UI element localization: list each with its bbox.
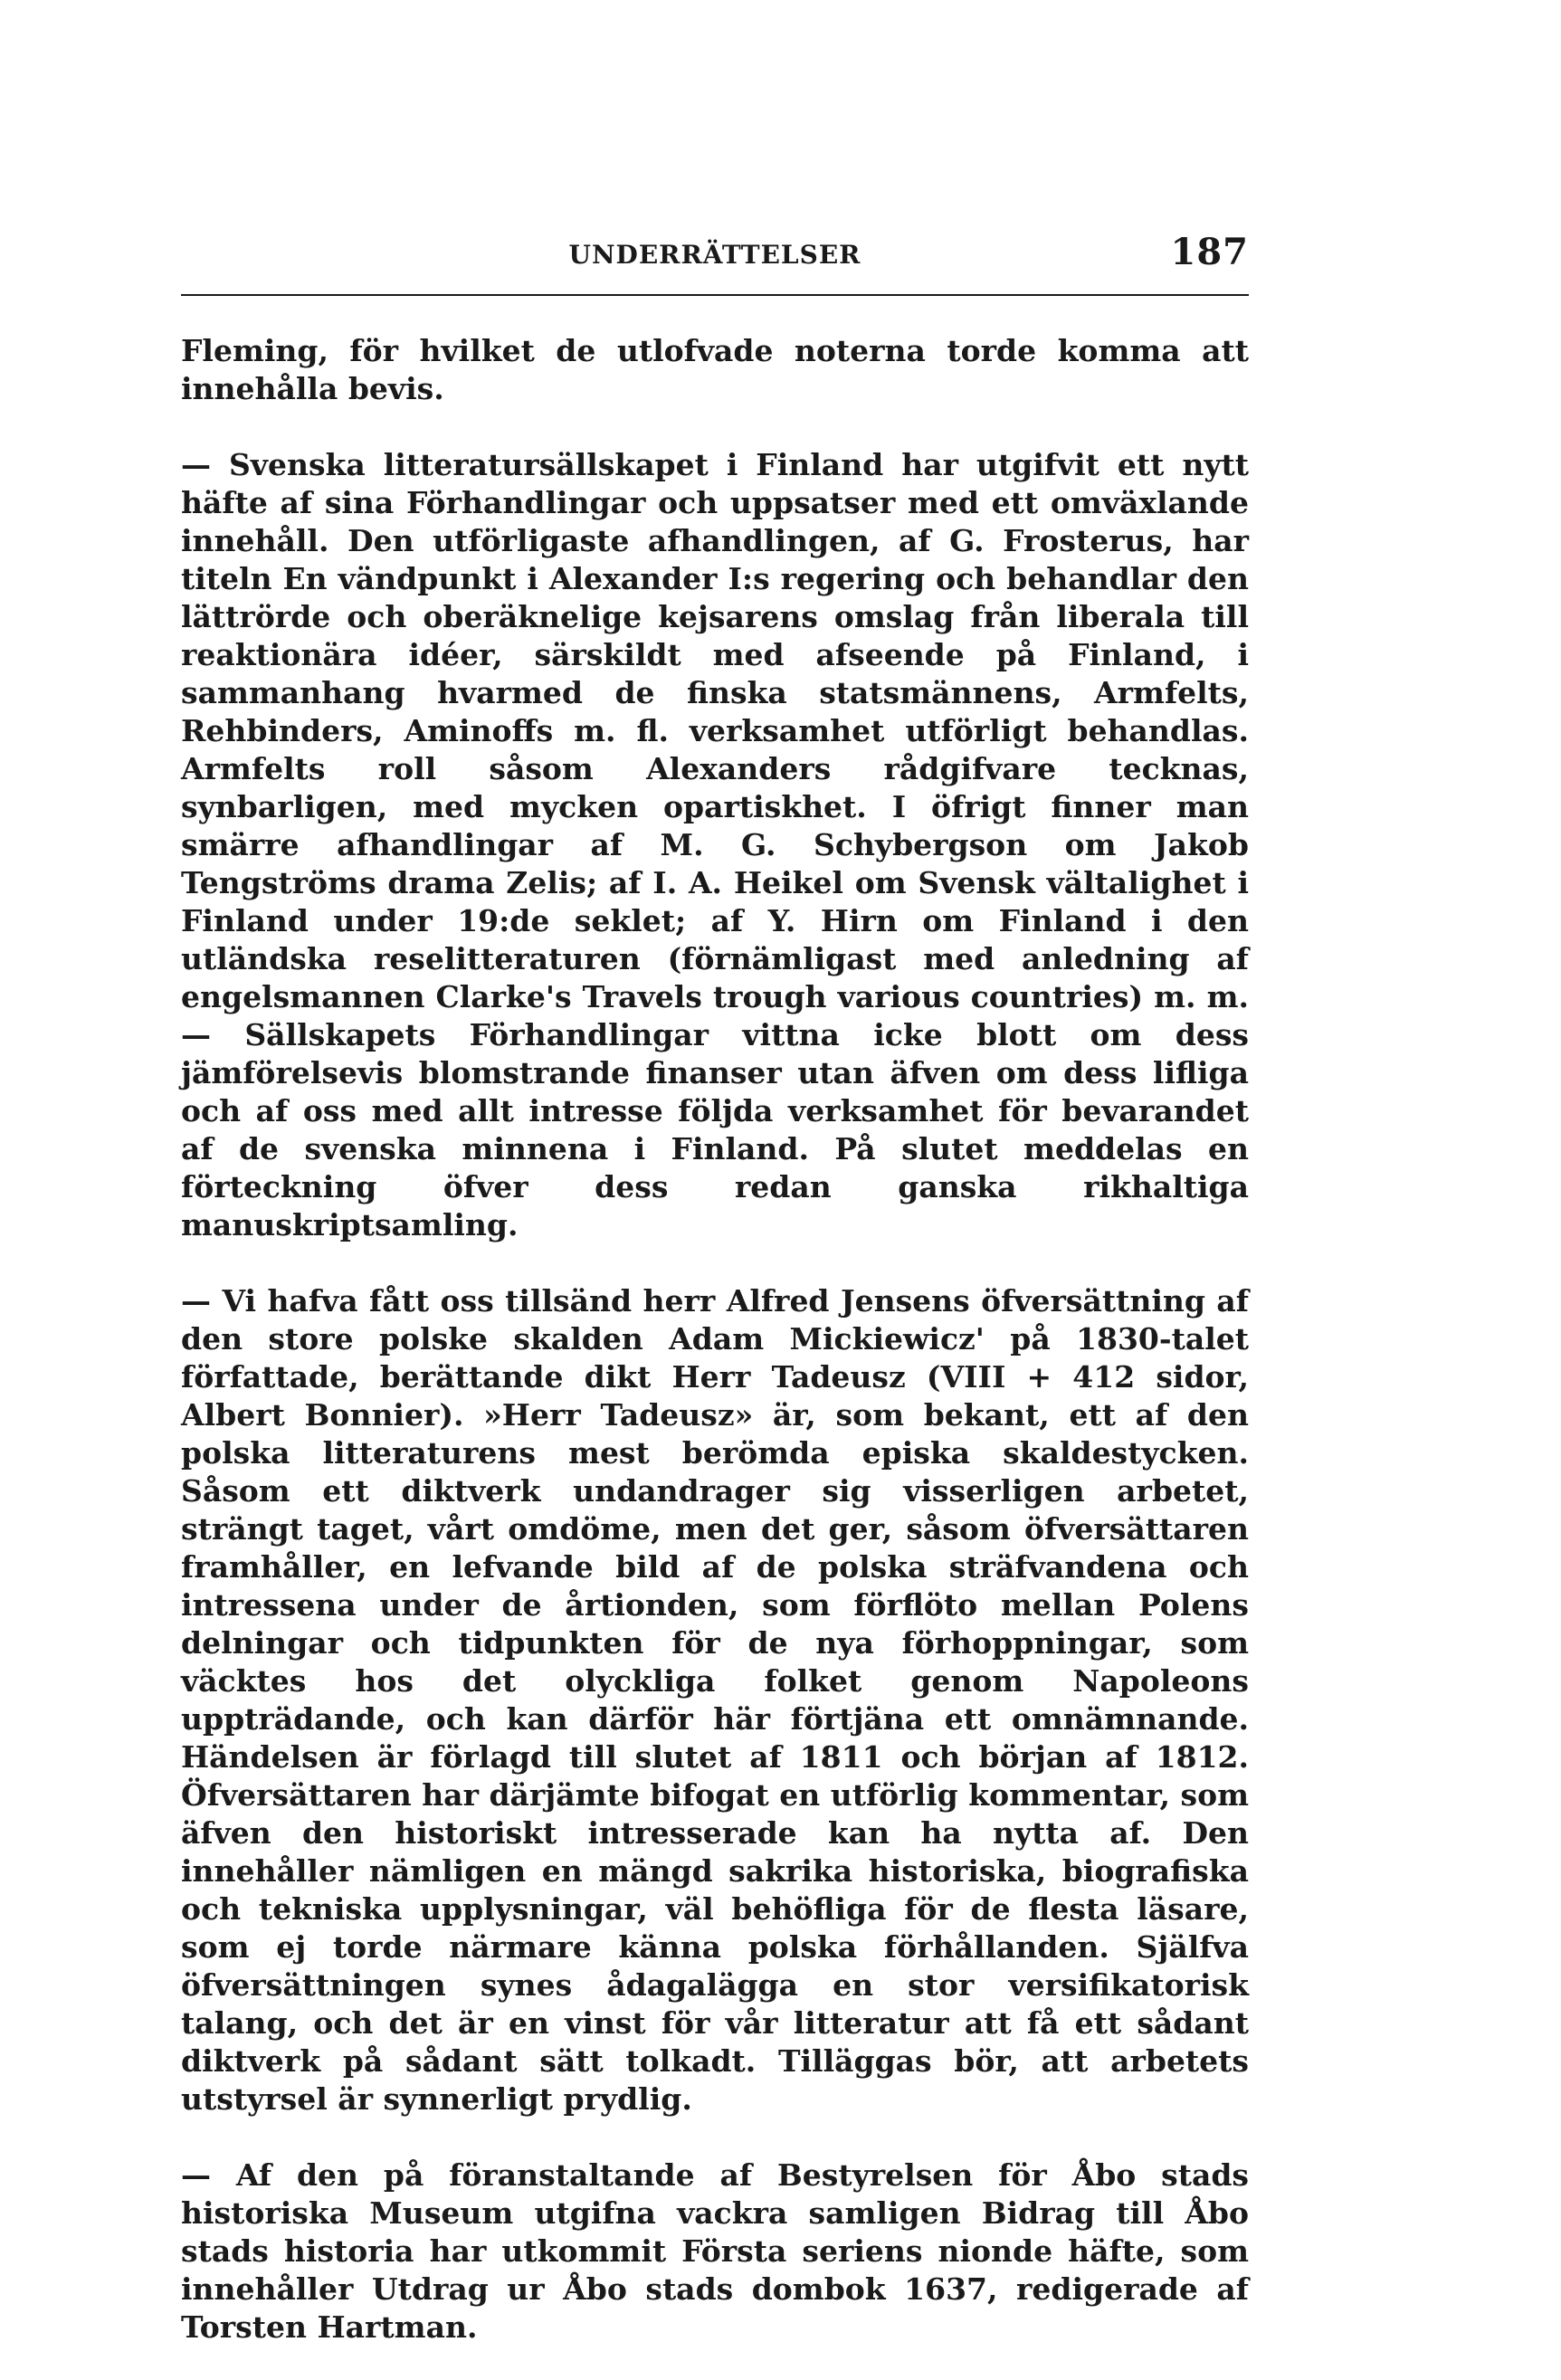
paragraph-3: — Vi hafva fått oss tillsänd herr Alfred Jensens öfversättning af den store polske skalden Adam Mickiewicz' på 1830-talet författade, berättande dikt Herr Tadeusz (VIII + 412 sidor, Albert Bonnier). »Herr Tadeusz» är, som bekant, ett af den polska litteraturens mest berömda episka skaldestycken. Såsom ett diktverk undandrager sig visserligen arbetet, strängt taget, vårt omdöme, men det ger, såsom öfversättaren framhåller, en lefvande bild af de polska sträfvandena och intressena under de årtionden, som förflöto mellan Polens delningar och tidpunkten för de nya förhoppningar, som väcktes hos det olyckliga folket genom Napoleons uppträdande, och kan därför här förtjäna ett omnämnande. Händelsen är förlagd till slutet af 1811 och början af 1812. Öfversättaren har därjämte bifogat en utförlig kommentar, som äfven den historiskt intresserade kan ha nytta af. Den innehåller nämligen en mängd sakrika historiska, biografiska och tekniska upplysningar, väl behöfliga för de flesta läsare, som ej torde närmare känna polska förhållanden. Själfva öfversättningen synes ådagalägga en stor versifikatorisk talang, och det är en vinst för vår litteratur att få ett sådant diktverk på sådant sätt tolkadt. Tilläggas bör, att arbetets utstyrsel är synnerligt prydlig. — [181, 1283, 1249, 2117]
page-number: 187 — [1170, 231, 1249, 273]
paragraph-4: — Af den på föranstaltande af Bestyrelsen för Åbo stads historiska Museum utgifna vackra samligen Bidrag till Åbo stads historia har utkommit Första seriens nionde häfte, som innehåller Utdrag ur Åbo stads dombok 1637, redigerade af Torsten Hartman. — [181, 2157, 1249, 2345]
paragraph-1: Fleming, för hvilket de utlofvade noterna torde komma att innehålla bevis. — [181, 333, 1249, 406]
paragraph-2: — Svenska litteratursällskapet i Finland har utgifvit ett nytt häfte af sina Förhandlingar och uppsatser med ett omväxlande innehåll. Den utförligaste afhandlingen, af G. Frosterus, har titeln En vändpunkt i Alexander I:s regering och behandlar den lättrörde och oberäknelige kejsarens omslag från liberala till reaktionära idéer, särskildt med afseende på Finland, i sammanhang hvarmed de finska statsmännens, Armfelts, Rehbinders, Aminoffs m. fl. verksamhet utförligt behandlas. Armfelts roll såsom Alexanders rådgifvare tecknas, synbarligen, med mycken opartiskhet. I öfrigt finner man smärre afhandlingar af M. G. Schybergson om Jakob Tengströms drama Zelis; af I. A. Heikel om Svensk vältalighet i Finland under 19:de seklet; af Y. Hirn om Finland i den utländska reselitteraturen (förnämligast med anledning af engelsmannen Clarke's Travels trough various countries) m. m. — Sällskapets Förhandlingar vittna icke blott om dess jämförelsevis blomstrande finanser utan äfven om dess lifliga och af oss med allt intresse följda verksamhet för bevarandet af de svenska minnena i Finland. På slutet meddelas en förteckning öfver dess redan ganska rikhaltiga manuskriptsamling. — [181, 447, 1249, 1242]
running-head — [181, 231, 1249, 276]
running-title: UNDERRÄTTELSER — [568, 240, 861, 270]
document-page — [181, 231, 1249, 2347]
header-rule — [181, 294, 1249, 296]
body-text — [181, 332, 1249, 2347]
